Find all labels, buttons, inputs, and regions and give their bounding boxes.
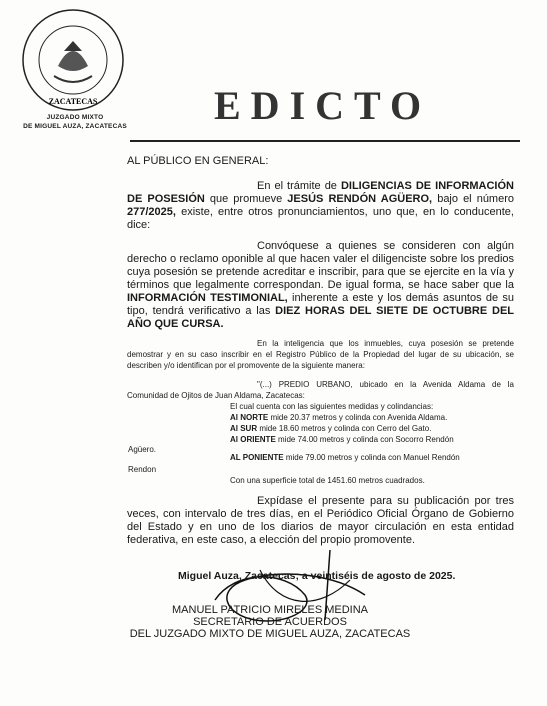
title-rule [130, 140, 520, 142]
paragraph-4: Expídase el presente para su publicación por tres veces, con intervalo de tres días, en el Periódico Oficial Órgano de Gobierno del Estado y en uno de los diarios de mayor circulación en esta entidad federativa, en este caso, a elección del propio promovente. [127, 495, 514, 546]
salutation: AL PÚBLICO EN GENERAL: [127, 155, 269, 167]
paragraph-2: Convóquese a quienes se consideren con algún derecho o reclamo oponible al que hacen valer el diligenciste sobre los predios cuya posesión se pretende acreditar e inscribir, para que se ejercite en la vía y términos que legalmente correspondan. De igual forma, se hace saber que la INFORMACIÓN TESTIMONIAL, inherente a este y los demás asuntos de su tipo, tendrá verificativo a las DIEZ HORAS DEL SIETE DE OCTUBRE DEL AÑO QUE CURSA. [127, 240, 514, 330]
signatory-court: DEL JUZGADO MIXTO DE MIGUEL AUZA, ZACATECAS [129, 628, 411, 640]
measure-north: Al NORTE mide 20.37 metros y colinda con Avenida Aldama. [230, 413, 448, 422]
measures-intro: El cual cuenta con las siguientes medidas y colindancias: [230, 402, 434, 411]
paragraph-3: En la inteligencia que los inmuebles, cuya posesión se pretende demostrar y en su caso inscribir en el Registro Público de la Propiedad del lugar de su ubicación, se describen y/o identifican por el promovente de la siguiente manera: [127, 339, 514, 370]
property-quote: "(...) PREDIO URBANO, ubicado en la Avenida Aldama de la Comunidad de Ojitos de Juan Aldama, Zacatecas: [127, 380, 514, 400]
seal-state-text: ZACATECAS [48, 97, 98, 106]
court-name-line2: DE MIGUEL AUZA, ZACATECAS [23, 123, 127, 130]
signature-place-date: Miguel Auza, Zacatecas; a veintiséis de agosto de 2025. [178, 570, 456, 582]
partial-stamp-mark [345, 0, 495, 6]
measure-east: Al ORIENTE mide 74.00 metros y colinda con Socorro Rendón [230, 435, 454, 444]
measure-west: AL PONIENTE mide 79.00 metros y colinda con Manuel Rendón [230, 453, 460, 462]
signatory-role: SECRETARIO DE ACUERDOS [193, 616, 347, 628]
paragraph-1: En el trámite de DILIGENCIAS DE INFORMACIÓN DE POSESIÓN que promueve JESÚS RENDÓN AGÜERO, bajo el número 277/2025, existe, entre otros pronunciamientos, uno que, en lo conducente, dice: [127, 180, 514, 231]
measure-south: Al SUR mide 18.60 metros y colinda con Cerro del Gato. [230, 424, 432, 433]
state-seal-icon [14, 6, 132, 114]
measure-west-cont: Rendon [128, 465, 157, 474]
court-name-line1: JUZGADO MIXTO [46, 114, 104, 121]
signatory-name: MANUEL PATRICIO MIRELES MEDINA [172, 604, 368, 616]
measure-east-cont: Agüero. [128, 445, 157, 454]
total-area: Con una superficie total de 1451.60 metros cuadrados. [230, 476, 425, 485]
document-title: EDICTO [214, 83, 432, 128]
